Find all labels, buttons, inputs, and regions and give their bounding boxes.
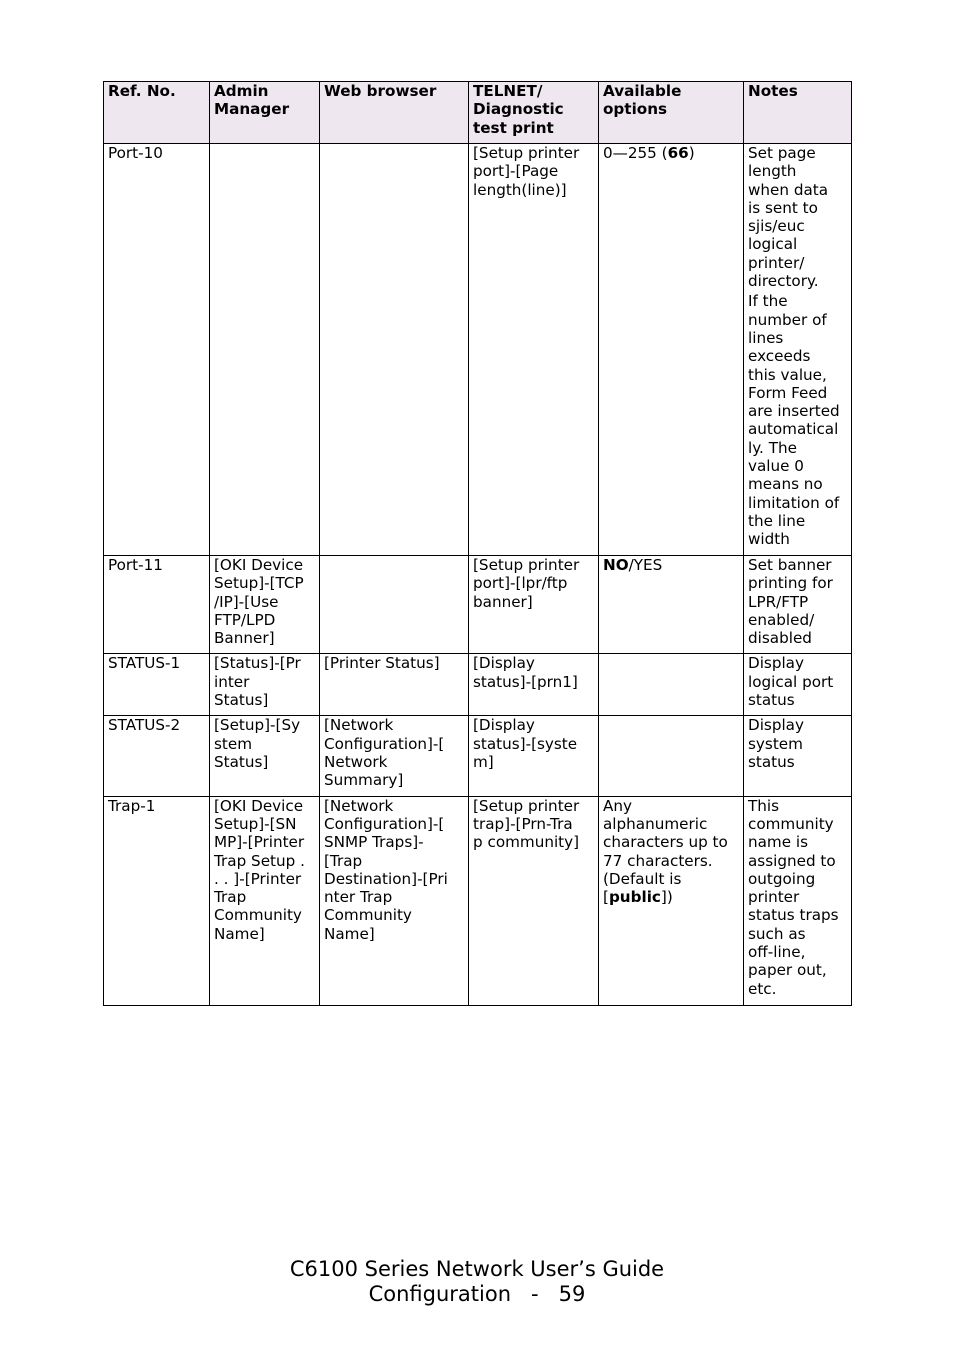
page-footer [0, 1257, 954, 1307]
cell-notes [744, 716, 852, 796]
cell-notes [744, 796, 852, 1005]
notes-paragraph: If the number of lines exceeds this value, Form Feed are inserted automatical ly. The value 0 means no limitation of the line width [748, 292, 840, 549]
options-text: Any alphanumeric characters up to 77 characters. (Default is [ [603, 796, 728, 907]
options-default: NO [603, 556, 629, 574]
cell-options [599, 796, 744, 1005]
table-header-row [104, 82, 852, 144]
cell-web [320, 556, 469, 654]
notes-paragraph: Set page length when data is sent to sjis/euc logical printer/ directory. [748, 144, 829, 291]
cell-ref: STATUS-2 [104, 716, 210, 796]
notes-paragraph: Set banner printing for LPR/FTP enabled/ disabled [748, 556, 833, 648]
cell-options [599, 556, 744, 654]
cell-admin: [OKI Device Setup]-[SN MP]-[Printer Trap Setup . . . ]-[Printer Trap Community Name] [210, 796, 320, 1005]
cell-ref: Trap-1 [104, 796, 210, 1005]
notes-paragraph: This community name is assigned to outgoing printer status traps such as off-line, paper out, etc. [748, 796, 839, 998]
cell-telnet: [Display status]-[prn1] [469, 654, 599, 716]
cell-web: [Printer Status] [320, 654, 469, 716]
cell-options [599, 144, 744, 556]
cell-ref: Port-11 [104, 556, 210, 654]
cell-telnet: [Setup printer port]-[lpr/ftp banner] [469, 556, 599, 654]
cell-admin: [OKI Device Setup]-[TCP /IP]-[Use FTP/LPD Banner] [210, 556, 320, 654]
table-row [104, 796, 852, 1005]
footer-title: C6100 Series Network User’s Guide [289, 1257, 665, 1281]
cell-admin [210, 144, 320, 556]
footer-section: Configuration - 59 [368, 1282, 586, 1306]
header-ref-no: Ref. No. [104, 82, 210, 144]
notes-paragraph: Display logical port status [748, 654, 834, 710]
cell-web [320, 144, 469, 556]
header-web-browser: Web browser [320, 82, 469, 144]
notes-paragraph: Display system status [748, 716, 804, 772]
options-default: 66 [667, 144, 689, 162]
options-text: ]) [660, 888, 673, 907]
table-row [104, 716, 852, 796]
header-admin-manager: Admin Manager [210, 82, 320, 144]
options-text: /YES [628, 556, 663, 574]
cell-admin: [Status]-[Pr inter Status] [210, 654, 320, 716]
options-text: 0—255 ( [603, 144, 668, 162]
header-available-options: Available options [599, 82, 744, 144]
cell-ref: STATUS-1 [104, 654, 210, 716]
header-telnet: TELNET/ Diagnostic test print [469, 82, 599, 144]
cell-web: [Network Configuration]-[ Network Summary] [320, 716, 469, 796]
cell-ref: Port-10 [104, 144, 210, 556]
cell-telnet: [Setup printer trap]-[Prn-Tra p community] [469, 796, 599, 1005]
options-text: ) [688, 144, 695, 162]
cell-notes [744, 144, 852, 556]
table-row [104, 654, 852, 716]
cell-notes [744, 556, 852, 654]
cell-options [599, 654, 744, 716]
cell-web: [Network Configuration]-[ SNMP Traps]- [Trap Destination]-[Pri nter Trap Community Name] [320, 796, 469, 1005]
table-row [104, 556, 852, 654]
options-default: public [608, 888, 661, 907]
cell-notes [744, 654, 852, 716]
cell-admin: [Setup]-[Sy stem Status] [210, 716, 320, 796]
settings-table [103, 81, 852, 1006]
cell-options [599, 716, 744, 796]
header-notes: Notes [744, 82, 852, 144]
table-row [104, 144, 852, 556]
cell-telnet: [Display status]-[syste m] [469, 716, 599, 796]
cell-telnet: [Setup printer port]-[Page length(line)] [469, 144, 599, 556]
